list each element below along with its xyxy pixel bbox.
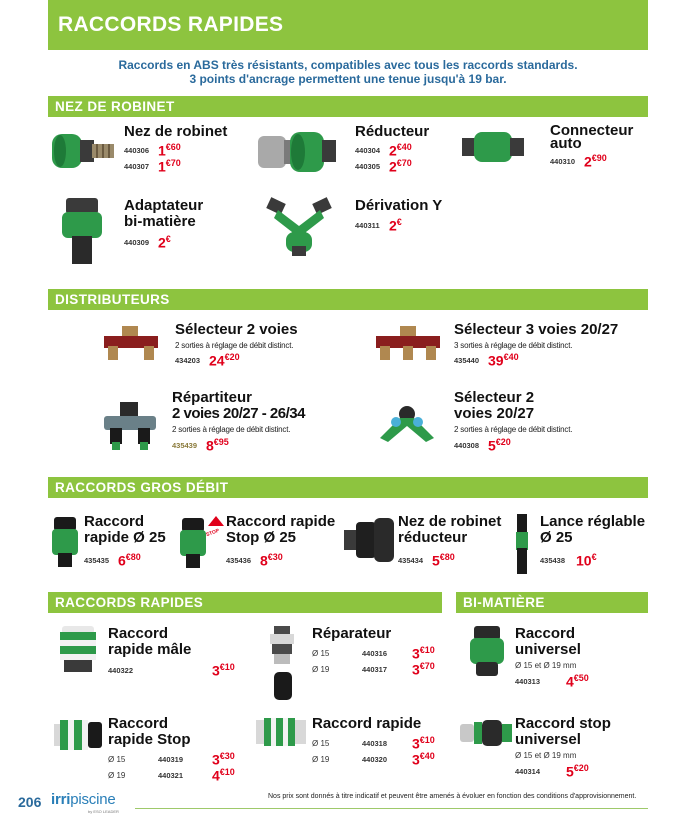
section-header-bi-matiere: BI-MATIÈRE [456,592,648,613]
product-price: $8^{€30}$ [260,552,283,569]
product-name: Sélecteur 2 voies [175,321,298,338]
product-price: $3^{€10}$ [412,645,435,662]
product-image-reparateur [268,626,296,704]
product-price: $3^{€30}$ [212,751,235,768]
section-header-distributeurs: DISTRIBUTEURS [48,289,648,310]
product-name: Raccord universel [515,625,581,658]
product-ref: 440309 [124,238,150,247]
product-image-derivation-y [266,196,332,258]
product-ref: 435439 [172,441,198,450]
product-ref: 440320 [362,755,388,764]
product-price: $8^{€95}$ [206,437,229,454]
product-price: $39^{€40}$ [488,352,519,369]
product-image-connecteur [462,130,524,164]
product-ref: 435435 [84,556,110,565]
page-number: 206 [18,794,42,810]
intro-line-2: 3 points d'ancrage permettent une tenue jusqu'à 19 bar. [189,72,507,86]
product-name: Raccord rapide [312,715,422,732]
product-description: 2 sorties à réglage de débit distinct. [175,341,294,350]
product-price: $2^{€40}$ [389,142,412,159]
diameter-label: Ø 15 [108,755,126,764]
stop-badge: STOP [205,527,221,539]
section-header-nez [48,96,648,117]
product-ref: 435436 [226,556,252,565]
product-ref: 440308 [454,441,480,450]
product-image-raccord-stop-universel [460,720,512,746]
product-price: $5^{€20}$ [488,437,511,454]
product-name: Réparateur [312,625,392,642]
product-name: Nez de robinet réducteur [398,513,502,546]
section-title: NEZ DE ROBINET [55,99,175,114]
product-price: $4^{€50}$ [566,673,589,690]
product-image-raccord-universel [470,626,504,678]
product-name: Raccord rapide mâle [108,625,192,658]
section-header-gros-debit: RACCORDS GROS DÉBIT [48,477,648,498]
product-price: $3^{€10}$ [412,735,435,752]
product-ref: 435440 [454,356,480,365]
product-price: 10€ [576,552,597,569]
product-image-repartiteur [104,402,156,450]
product-ref: 440306 [124,146,150,155]
product-price: $5^{€80}$ [432,552,455,569]
intro-text [48,58,648,86]
product-image-raccord-rapide [256,716,306,748]
product-image-selecteur-3-voies [374,326,442,362]
product-name: Sélecteur 2 voies 20/27 [454,389,535,422]
product-price: $3^{€10}$ [212,662,235,679]
product-image-adaptateur [62,196,102,266]
product-image-raccord-rapide-25 [52,517,78,569]
brand-logo-subtitle: by ESO LEADER [88,809,119,814]
product-price: $6^{€80}$ [118,552,141,569]
product-ref: 435434 [398,556,424,565]
product-price: $2^{€70}$ [389,158,412,175]
product-price: $3^{€70}$ [412,661,435,678]
product-ref: 440316 [362,649,388,658]
diameter-label: Ø 15 [312,649,330,658]
product-ref: 440321 [158,771,184,780]
product-image-nez-robinet-reducteur [344,518,394,562]
diameter-label: Ø 19 [312,755,330,764]
product-price: $5^{€20}$ [566,763,589,780]
product-image-selecteur-2-voies-vert [376,400,438,444]
diameter-label: Ø 19 [108,771,126,780]
page-title-bar [48,0,648,50]
product-price: 2€ [158,234,171,251]
product-ref: 440318 [362,739,388,748]
product-name: Connecteur auto [550,122,634,152]
product-image-nez-robinet [52,126,118,176]
product-ref: 440304 [355,146,381,155]
product-ref: 440313 [515,677,541,686]
product-image-raccord-rapide-stop [54,718,102,752]
diameter-label: Ø 19 [312,665,330,674]
page-title: RACCORDS RAPIDES [58,13,284,36]
product-name: Raccord stop universel [515,715,611,748]
product-ref: 435438 [540,556,566,565]
product-ref: 440322 [108,666,134,675]
product-ref: 434203 [175,356,201,365]
footer-divider [135,808,648,809]
product-image-raccord-rapide-male [58,626,98,674]
product-description: Ø 15 et Ø 19 mm [515,751,577,760]
product-name: Lance réglable Ø 25 [540,513,646,546]
product-ref: 440311 [355,221,380,230]
product-ref: 440314 [515,767,541,776]
section-header-raccords-rapides: RACCORDS RAPIDES [48,592,442,613]
product-ref: 440305 [355,162,381,171]
product-ref: 440319 [158,755,184,764]
brand-logo: irripiscine [51,791,116,808]
product-price: 2€ [389,217,402,234]
product-price: $3^{€40}$ [412,751,435,768]
product-price: $2^{€90}$ [584,153,607,170]
product-name: Raccord rapide Stop Ø 25 [226,513,336,546]
intro-line-1: Raccords en ABS très résistants, compatibles avec tous les raccords standards. [118,58,578,72]
product-ref: 440317 [362,665,388,674]
product-image-lance-reglable [514,514,530,576]
product-name: Raccord rapide Stop [108,715,191,748]
product-image-raccord-stop-25 [178,516,224,570]
product-name: Adaptateur bi-matière [124,197,204,230]
product-price: $1^{€60}$ [158,142,181,159]
product-description: 2 sorties à réglage de débit distinct. [454,425,573,434]
product-name: Sélecteur 3 voies 20/27 [454,321,619,338]
product-price: $24^{€20}$ [209,352,240,369]
product-description: 2 sorties à réglage de débit distinct. [172,425,291,434]
product-description: Ø 15 et Ø 19 mm [515,661,577,670]
product-price: $4^{€10}$ [212,767,235,784]
product-ref: 440310 [550,157,576,166]
product-name: Répartiteur 2 voies 20/27 - 26/34 [172,389,305,422]
diameter-label: Ø 15 [312,739,330,748]
product-image-selecteur-2-voies [100,326,162,362]
price-disclaimer: Nos prix sont donnés à titre indicatif et peuvent être amenés à évoluer en fonction des conditions d'approvisionnement. [268,793,637,800]
product-name: Dérivation Y [355,197,443,214]
product-description: 3 sorties à réglage de débit distinct. [454,341,573,350]
product-name: Nez de robinet [124,123,228,140]
product-price: $1^{€70}$ [158,158,181,175]
product-name: Raccord rapide Ø 25 [84,513,166,546]
product-image-reducteur [258,126,348,176]
product-ref: 440307 [124,162,150,171]
product-name: Réducteur [355,123,430,140]
